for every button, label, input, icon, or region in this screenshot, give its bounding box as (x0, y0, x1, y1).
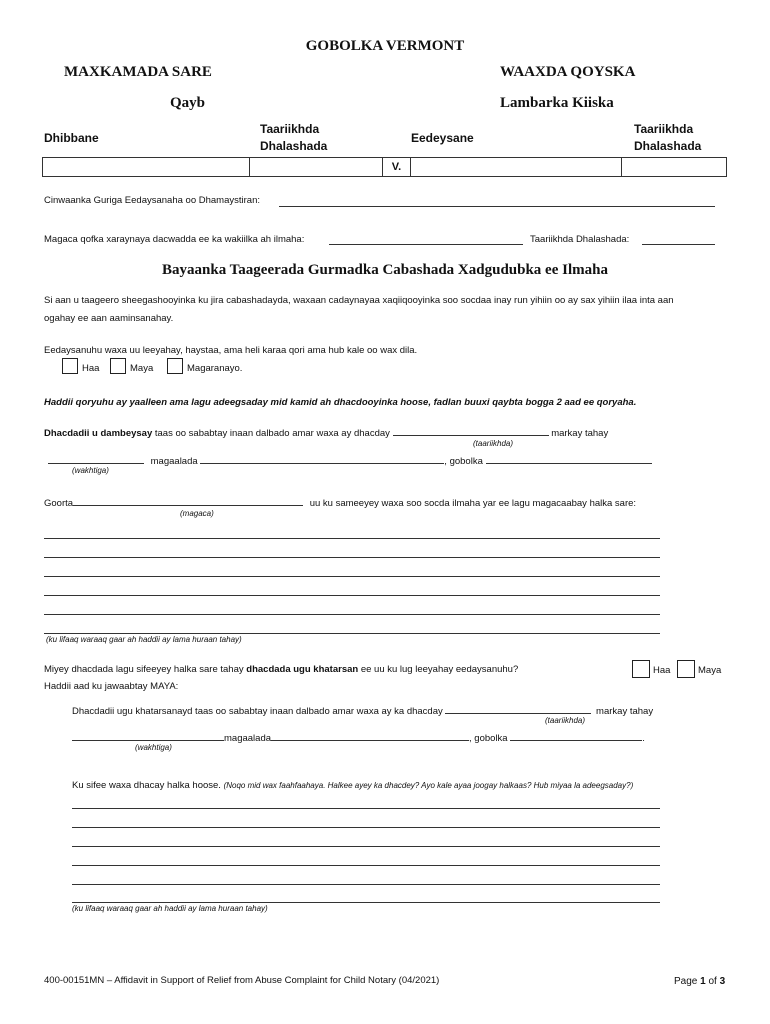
docket-label: Lambarka Kiiska (500, 95, 614, 111)
recent-incident-state-field[interactable] (486, 453, 652, 464)
weapons-no-label: Maya (130, 363, 154, 374)
dangerous-time-field[interactable] (72, 730, 224, 741)
dangerous-description-line-6[interactable] (72, 902, 660, 903)
defendant-name-field[interactable] (410, 157, 622, 177)
page-number: Page 1 of 3 (674, 976, 726, 987)
recent-description-line-1[interactable] (44, 538, 660, 539)
intro-line-2: ogahay ee aan aaminsanahay. (44, 313, 174, 324)
recent-when-field[interactable] (73, 495, 303, 506)
weapons-unknown-checkbox[interactable] (167, 358, 183, 374)
recent-description-line-5[interactable] (44, 614, 660, 615)
intro-line-1: Si aan u taageero sheegashooyinka ku jira cabashadayda, waxaan cadaynayaa xaqiiqooyinka soo socdaa inay run yihiin oo ay sax yihiin ilaa inta aan (44, 295, 674, 306)
dangerous-description-line-3[interactable] (72, 846, 660, 847)
plaintiff-dob-label: Taariikhda Dhalashada (260, 122, 328, 153)
dangerous-no-checkbox[interactable] (677, 660, 695, 678)
recent-when-sentence: Goorta uu ku sameeyey waxa soo socda ilmaha yar ee lagu magacaabay halka sare: (44, 495, 636, 509)
address-label: Cinwaanka Guriga Eedaysanaha oo Dhamaystiran: (44, 195, 260, 206)
unit-label: Qayb (170, 95, 206, 111)
plaintiff-dob-field[interactable] (249, 157, 383, 177)
dangerous-description-line-1[interactable] (72, 808, 660, 809)
dangerous-no-label: Maya (698, 665, 722, 676)
recent-description-line-3[interactable] (44, 576, 660, 577)
recent-description-line-2[interactable] (44, 557, 660, 558)
recent-time-place-sentence: magaalada , gobolka (48, 453, 652, 467)
state-heading: GOBOLKA VERMONT (305, 38, 465, 54)
dangerous-yes-checkbox[interactable] (632, 660, 650, 678)
recent-incident-sentence: Dhacdadii u dambeysay taas oo sababtay inaan dalbado amar waxa ay dhacday markay tahay (44, 425, 608, 439)
form-title: Bayaanka Taageerada Gurmadka Cabashada Xadgudubka ee Ilmaha (162, 262, 608, 278)
dangerous-description-line-5[interactable] (72, 884, 660, 885)
dangerous-date-hint: (taariikhda) (545, 716, 586, 725)
recent-name-hint: (magaca) (180, 509, 214, 518)
weapons-question: Eedaysanuhu waxa uu leeyahay, haystaa, ama heli karaa qori ama hub kale oo wax dila. (44, 345, 418, 356)
dangerous-date-field[interactable] (445, 703, 591, 714)
filer-name-label: Magaca qofka xaraynaya dacwadda ee ka wakiilka ah ilmaha: (44, 234, 305, 245)
versus-label: V. (382, 157, 411, 177)
recent-incident-time-field[interactable] (48, 453, 144, 464)
recent-continue-hint: (ku lifaaq waraaq gaar ah haddii ay lama huraan tahay) (46, 635, 242, 644)
dangerous-time-hint: (wakhtiga) (135, 743, 172, 752)
plaintiff-label: Dhibbane (44, 131, 99, 145)
defendant-dob-label: Taariikhda Dhalashada (634, 122, 702, 153)
recent-description-line-6[interactable] (44, 633, 660, 634)
dangerous-description-line-2[interactable] (72, 827, 660, 828)
dangerous-state-field[interactable] (510, 730, 642, 741)
recent-incident-city-field[interactable] (200, 453, 444, 464)
dangerous-time-place-sentence: magaalada , gobolka . (72, 730, 645, 744)
defendant-dob-field[interactable] (621, 157, 727, 177)
dangerous-if-no: Haddii aad ku jawaabtay MAYA: (44, 681, 179, 692)
court-heading: MAXKAMADA SARE (64, 64, 212, 80)
weapons-unknown-label: Magaranayo. (187, 363, 243, 374)
describe-instruction: Ku sifee waxa dhacay halka hoose. (Noqo mid wax faahfaahaya. Halkee ayey ka dhacdey? Ayo kale ayaa joogay halkaas? Hub miyaa la adeegsaday?) (72, 780, 634, 791)
recent-time-hint: (wakhtiga) (72, 466, 109, 475)
weapons-instruction: Haddii qoryuhu ay yaalleen ama lagu adeegsaday mid kamid ah dhacdooyinka hoose, fadlan buuxi qaybta bogga 2 aad ee qoryaha. (44, 397, 637, 408)
filer-name-field[interactable] (329, 244, 523, 245)
division-heading: WAAXDA QOYSKA (500, 64, 636, 80)
weapons-yes-checkbox[interactable] (62, 358, 78, 374)
dangerous-city-field[interactable] (271, 730, 469, 741)
weapons-yes-label: Haa (82, 363, 100, 374)
recent-date-hint: (taariikhda) (473, 439, 514, 448)
dangerous-yes-label: Haa (653, 665, 671, 676)
filer-dob-field[interactable] (642, 244, 715, 245)
recent-description-line-4[interactable] (44, 595, 660, 596)
plaintiff-name-field[interactable] (42, 157, 250, 177)
address-field[interactable] (279, 206, 715, 207)
defendant-label: Eedeysane (411, 131, 474, 145)
filer-dob-label: Taariikhda Dhalashada: (530, 234, 630, 245)
dangerous-question: Miyey dhacdada lagu sifeeyey halka sare tahay dhacdada ugu khatarsan ee uu ku lug leeyahay eedaysanuhu? (44, 664, 519, 675)
recent-incident-date-field[interactable] (393, 425, 549, 436)
dangerous-date-sentence: Dhacdadii ugu khatarsanayd taas oo sababtay inaan dalbado amar waxa ay ka dhacday markay tahay (72, 703, 653, 717)
dangerous-continue-hint: (ku lifaaq waraaq gaar ah haddii ay lama huraan tahay) (72, 904, 268, 913)
weapons-no-checkbox[interactable] (110, 358, 126, 374)
form-id: 400-00151MN – Affidavit in Support of Relief from Abuse Complaint for Child Notary (04/2021) (44, 975, 440, 986)
dangerous-description-line-4[interactable] (72, 865, 660, 866)
